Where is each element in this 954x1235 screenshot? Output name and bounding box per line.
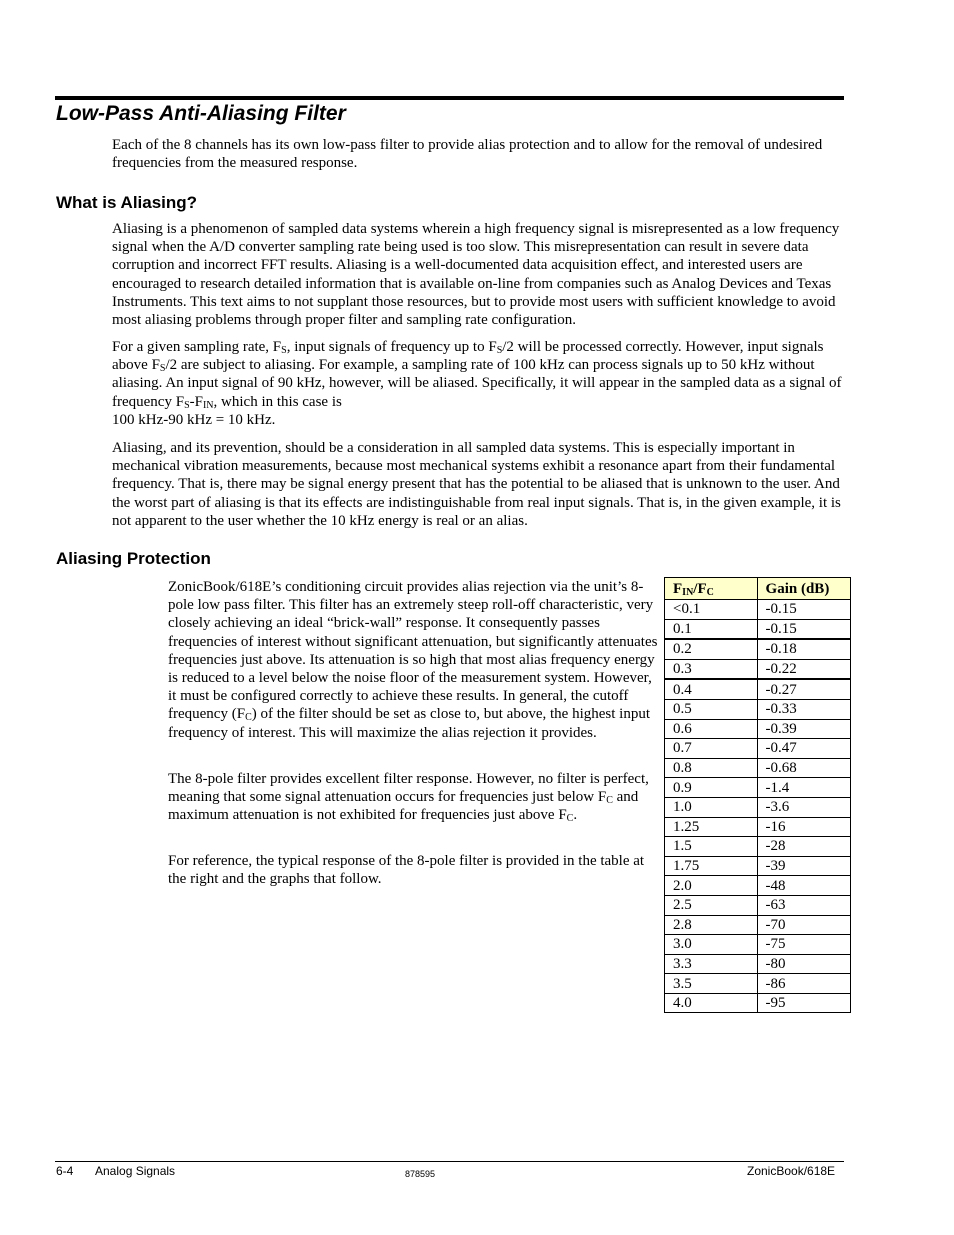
table-row: [665, 778, 851, 798]
ratio-cell: 0.4: [665, 679, 758, 699]
heading-aliasing-protection: Aliasing Protection: [56, 549, 211, 568]
table-row: [665, 600, 851, 620]
table-row: [665, 758, 851, 778]
ratio-cell: 1.25: [665, 817, 758, 837]
gain-cell: -0.68: [757, 758, 850, 778]
gain-cell: -70: [757, 915, 850, 935]
ratio-cell: 0.8: [665, 758, 758, 778]
gain-cell: -75: [757, 935, 850, 955]
gain-cell: -0.27: [757, 679, 850, 699]
page-title: Low-Pass Anti-Aliasing Filter: [56, 102, 346, 125]
footer-product: ZonicBook/618E: [747, 1164, 836, 1178]
gain-cell: -48: [757, 876, 850, 896]
ratio-cell: 1.75: [665, 856, 758, 876]
table-row: [665, 974, 851, 994]
ratio-cell: 0.5: [665, 699, 758, 719]
ratio-cell: 3.5: [665, 974, 758, 994]
gain-cell: -0.15: [757, 600, 850, 620]
gain-cell: -63: [757, 895, 850, 915]
ratio-cell: 0.3: [665, 659, 758, 679]
gain-cell: -1.4: [757, 778, 850, 798]
ratio-cell: 2.5: [665, 895, 758, 915]
table-row: [665, 993, 851, 1013]
table-row: [665, 797, 851, 817]
gain-cell: -39: [757, 856, 850, 876]
table-row: [665, 837, 851, 857]
gain-cell: -0.22: [757, 659, 850, 679]
gain-cell: -86: [757, 974, 850, 994]
table-row: [665, 619, 851, 639]
gain-cell: -0.39: [757, 719, 850, 739]
gain-cell: -3.6: [757, 797, 850, 817]
gain-cell: -0.47: [757, 739, 850, 759]
protection-paragraph-1: ZonicBook/618E’s conditioning circuit provides alias rejection via the unit’s 8-pole low pass filter. This filter has an extremely steep roll-off characteristic, very closely achieving an ideal “brick-wall” response. It consequently passes frequencies of interest without significant attenuation, but significantly attenuates frequencies just above. Its attenuation is so high that most alias frequency energy is reduced to a level below the noise floor of the measurement system. However, it must be configured correctly to achieve these results. In general, the cutoff frequency $(F_C)$ of the filter should be set as close to, but above, the highest input frequency of interest. This will maximize the alias rejection it provides.: [168, 579, 658, 741]
table-row: [665, 699, 851, 719]
footer-section: Analog Signals: [95, 1164, 176, 1178]
ratio-cell: 4.0: [665, 993, 758, 1013]
heading-what-is-aliasing: What is Aliasing?: [56, 193, 198, 212]
footer-rule: [55, 1161, 844, 1162]
gain-cell: -0.18: [757, 639, 850, 659]
footer-doc-number: 878595: [405, 1169, 436, 1179]
ratio-cell: 1.5: [665, 837, 758, 857]
table-row: [665, 954, 851, 974]
gain-cell: -16: [757, 817, 850, 837]
table-row: [665, 876, 851, 896]
top-rule: [55, 96, 844, 100]
gain-cell: -28: [757, 837, 850, 857]
ratio-cell: 3.3: [665, 954, 758, 974]
protection-paragraph-2: The 8-pole filter provides excellent filter response. However, no filter is perfect, meaning that some signal attenuation occurs for frequencies just below $F_C$ and maximum attenuation is not exhibited for frequencies just above $F_C$.: [168, 771, 649, 825]
table-row: [665, 895, 851, 915]
header-gain: Gain (dB): [757, 578, 850, 600]
table-row: [665, 856, 851, 876]
gain-cell: -0.33: [757, 699, 850, 719]
filter-response-table: [664, 577, 851, 1013]
ratio-cell: 0.7: [665, 739, 758, 759]
table-row: [665, 935, 851, 955]
ratio-cell: 0.6: [665, 719, 758, 739]
table-header-row: [665, 578, 851, 600]
gain-cell: -0.15: [757, 619, 850, 639]
ratio-cell: <0.1: [665, 600, 758, 620]
ratio-cell: 0.1: [665, 619, 758, 639]
ratio-cell: 3.0: [665, 935, 758, 955]
intro-paragraph: Each of the 8 channels has its own low-pass filter to provide alias protection and to allow for the removal of undesired frequencies from the measured response.: [112, 137, 823, 172]
protection-paragraph-3: For reference, the typical response of the 8-pole filter is provided in the table at the right and the graphs that follow.: [168, 853, 645, 888]
gain-cell: -80: [757, 954, 850, 974]
aliasing-paragraph-3: Aliasing, and its prevention, should be a consideration in all sampled data systems. This is especially important in mechanical vibration measurements, because most mechanical systems exhibit a resonance apart from their fundamental frequency. That is, there may be signal energy present that has the potential to be aliased that is unknown to the user. And the worst part of aliasing is that its effects are indistinguishable from real input signals. That is, in the given example, it is not apparent to the user whether the 10 kHz energy is real or an alias.: [112, 440, 841, 529]
footer-page-number: 6-4: [56, 1164, 74, 1178]
table-row: [665, 679, 851, 699]
aliasing-paragraph-2: For a given sampling rate, $F_S$, input signals of frequency up to $F_S/2$ will be processed correctly. However, input signals above $F_S/2$ are subject to aliasing. For example, a sampling rate of 100 kHz can process signals up to 50 kHz without aliasing. An input signal of 90 kHz, however, will be aliased. Specifically, it will appear in the sampled data as a signal of frequency $F_S-F_{IN}$, which in this case is 100 kHz-90 kHz = 10 kHz.: [112, 339, 842, 428]
ratio-cell: 2.8: [665, 915, 758, 935]
table-row: [665, 915, 851, 935]
aliasing-paragraph-1: Aliasing is a phenomenon of sampled data systems wherein a high frequency signal is misrepresented as a low frequency signal when the A/D converter sampling rate being used is too slow. This misrepresentation can result in severe data corruption and incorrect FFT results. Aliasing is a well-documented data acquisition effect, and interested users are encouraged to research detailed information that is available on-line from companies such as Analog Devices and Texas Instruments. This text aims to not supplant those resources, but to provide most users with sufficient knowledge to avoid most aliasing problems through proper filter and sampling rate configuration.: [112, 221, 840, 329]
ratio-cell: 2.0: [665, 876, 758, 896]
table-row: [665, 817, 851, 837]
ratio-cell: 1.0: [665, 797, 758, 817]
table-row: [665, 639, 851, 659]
table-row: [665, 719, 851, 739]
ratio-cell: 0.9: [665, 778, 758, 798]
table-row: [665, 659, 851, 679]
header-frequency-ratio: $F_{IN}/F_C$: [665, 578, 758, 600]
table-row: [665, 739, 851, 759]
gain-cell: -95: [757, 993, 850, 1013]
ratio-cell: 0.2: [665, 639, 758, 659]
